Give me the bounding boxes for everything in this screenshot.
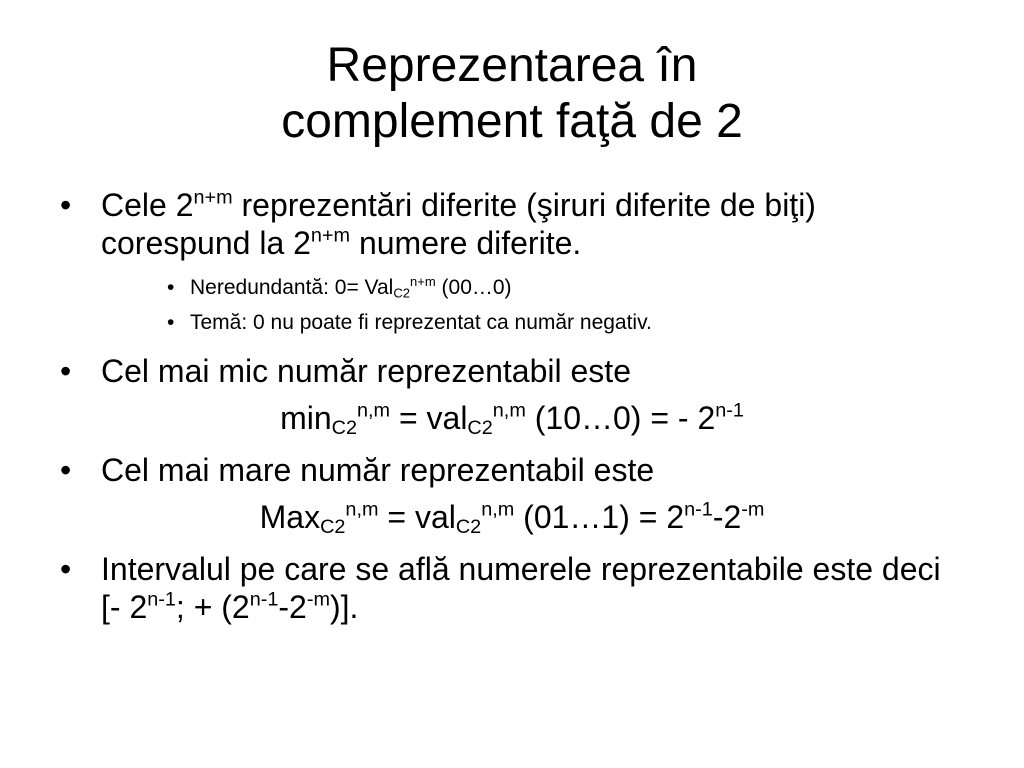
formula-max: Max$_{C2}^{n,m}$ = val$_{C2}^{n,m}$ (01…1) = $2^{n-1}-2^{-m}$: [259, 498, 765, 538]
subbullet-non-redundant: • Neredundantă: 0= Val$_{C2}^{n+m}$ (00…0): [167, 273, 512, 301]
bullet-largest-number: • Cel mai mare număr reprezentabil este: [60, 452, 655, 488]
bullet-dot: •: [60, 353, 72, 389]
bullet-smallest-number: • Cel mai mic număr reprezentabil este: [60, 353, 631, 389]
subbullet-homework: • Temă: 0 nu poate fi reprezentat ca număr negativ.: [167, 311, 652, 334]
formula-min: $\min_{C2}^{n,m} = val_{C2}^{n,m}$ (10…0) = - 2$^{n-1}$: [280, 399, 744, 439]
subbullet-dot: •: [167, 311, 175, 334]
bullet-dot: •: [60, 187, 72, 223]
bullet-interval: • Intervalul pe care se află numerele reprezentabile este deci [- $2^{n-1}$; + $(2^{n-1}-2^{-m})$].: [60, 551, 941, 625]
subbullet-dot: •: [167, 276, 175, 299]
bullet-dot: •: [60, 452, 72, 488]
title-line-2: complement faţă de 2: [281, 95, 743, 148]
title-line-1: Reprezentarea în: [326, 39, 698, 92]
bullet-representations: • Cele $2^{n+m}$ reprezentări diferite (şiruri diferite de biţi) corespund la $2^{n+m}$ numere diferite.: [60, 186, 816, 261]
slide-title: [0, 38, 1024, 150]
bullet-dot: •: [60, 551, 72, 587]
slide-content: [0, 186, 1024, 626]
